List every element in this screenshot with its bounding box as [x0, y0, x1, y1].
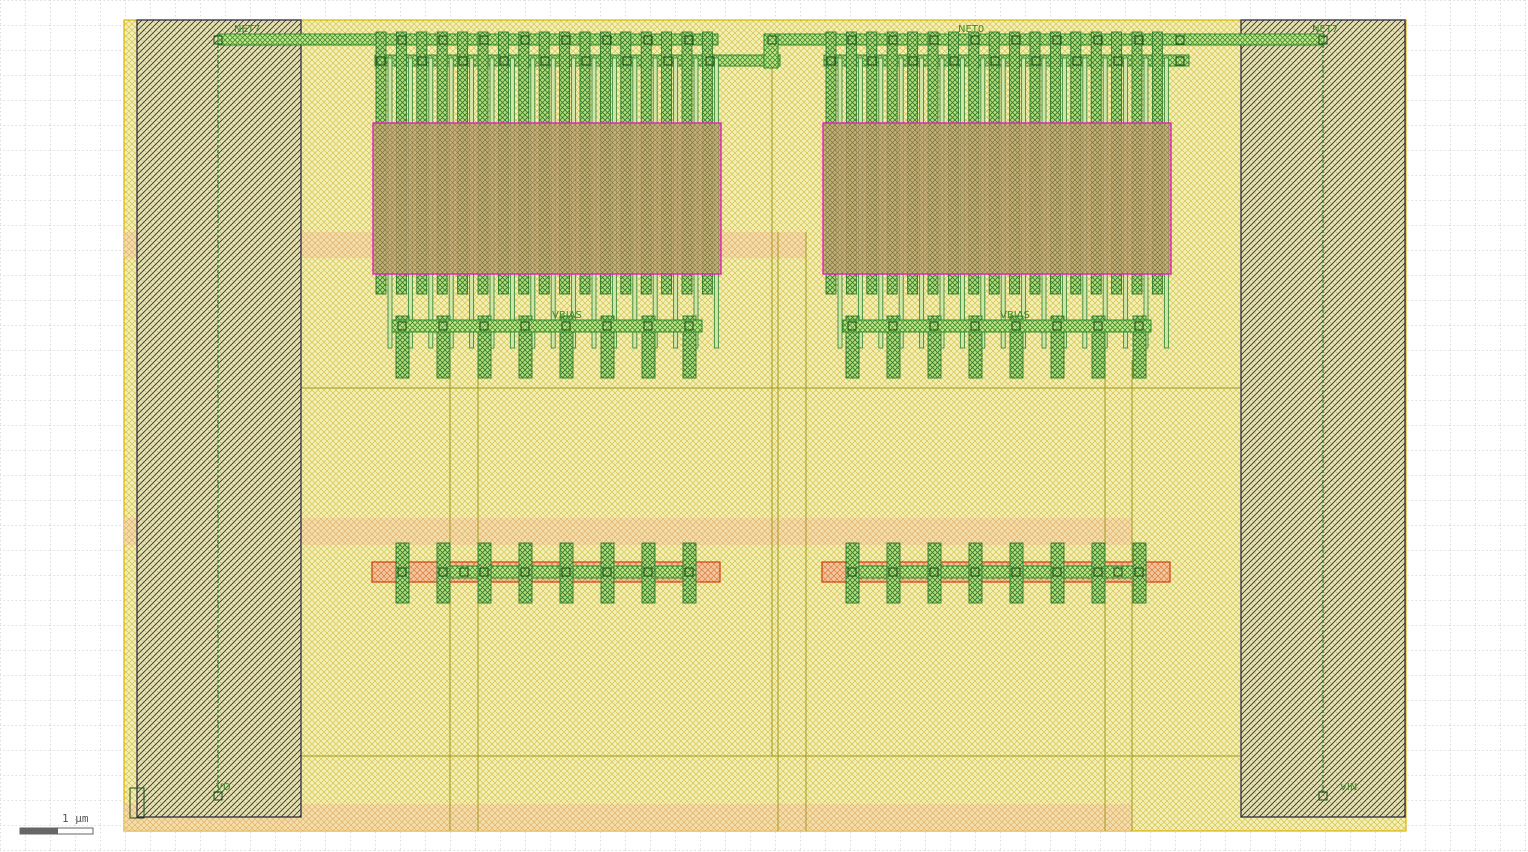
- nwell-region[interactable]: [124, 20, 1406, 831]
- implant-left[interactable]: [373, 123, 721, 274]
- label-vbias-right: VBIAS: [1000, 310, 1030, 321]
- scale-label: 1 µm: [62, 812, 89, 825]
- label-vbias-left: VBIAS: [552, 310, 582, 321]
- label-pin-bottom-left: VD: [216, 782, 231, 793]
- label-pin-top-left: NET7: [234, 24, 261, 35]
- bus-drain-left[interactable]: [375, 55, 780, 66]
- scale-bar: [20, 828, 93, 834]
- implant-right[interactable]: [823, 123, 1171, 274]
- label-pin-top-mid: NET0: [958, 24, 985, 35]
- label-pin-bottom-right: VIN: [1340, 782, 1358, 793]
- bus-net7-right[interactable]: [1176, 34, 1324, 45]
- label-pin-top-right: NET7: [1312, 24, 1339, 35]
- power-rail-left[interactable]: [137, 20, 301, 817]
